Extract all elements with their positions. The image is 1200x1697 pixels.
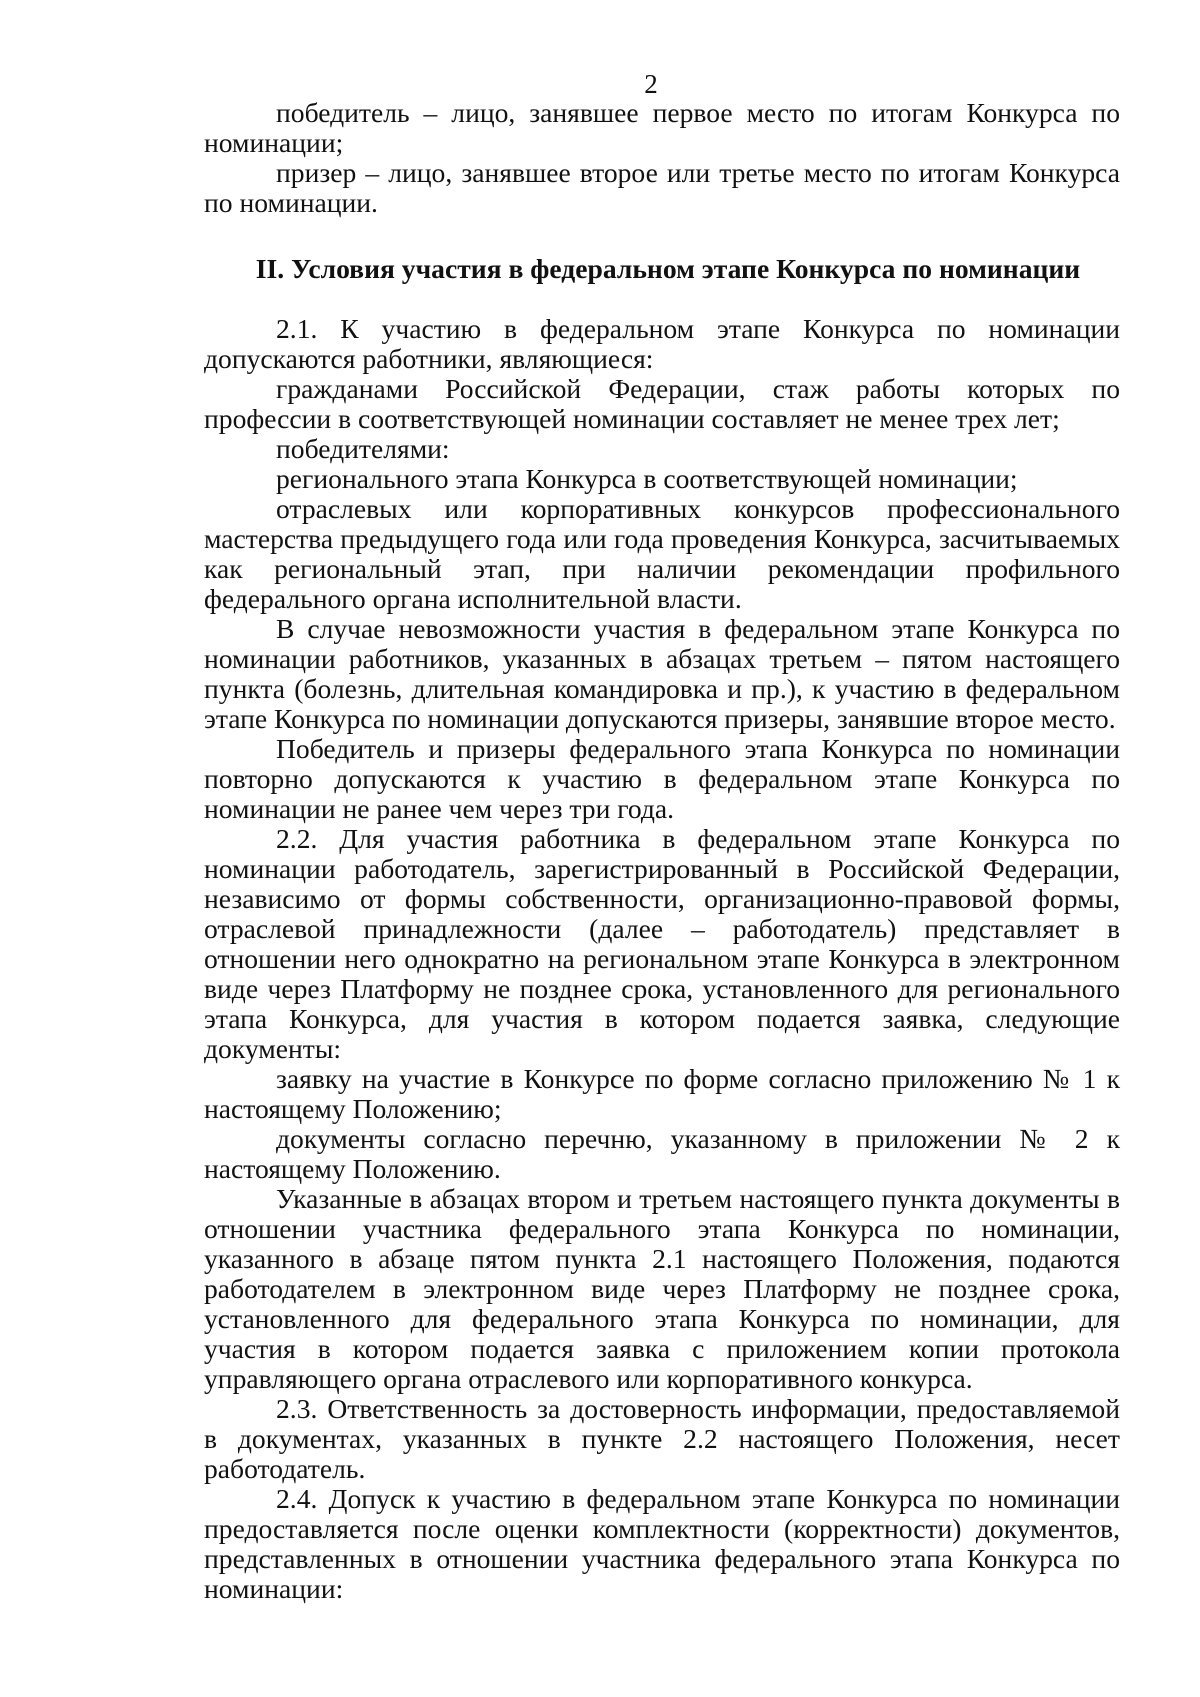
paragraph-2-1: 2.1. К участию в федеральном этапе Конкурса по номинации допускаются работники, являющиеся:	[204, 313, 1120, 374]
paragraph-regional-stage: регионального этапа Конкурса в соответствующей номинации;	[276, 463, 1018, 494]
page-number: 2	[644, 69, 658, 99]
paragraph-documents: документы согласно перечню, указанному в приложении № 2 к настоящему Положению.	[204, 1123, 1120, 1184]
paragraph-winners: победителями:	[276, 433, 450, 464]
definition-winner: победитель – лицо, занявшее первое место по итогам Конкурса по номинации;	[204, 97, 1120, 158]
paragraph-2-4: 2.4. Допуск к участию в федеральном этапе Конкурса по номинации предоставляется после оценки комплектности (корректности) документов, представленных в отношении участника федерального этапа Конкурса по номинации:	[204, 1483, 1120, 1604]
definition-prizewinner: призер – лицо, занявшее второе или третье место по итогам Конкурса по номинации.	[204, 157, 1120, 218]
paragraph-industry-contests: отраслевых или корпоративных конкурсов профессионального мастерства предыдущего года или года проведения Конкурса, засчитываемых как региональный этап, при наличии рекомендации профильного федерального органа исполнительной власти.	[204, 493, 1120, 614]
paragraph-replacement: В случае невозможности участия в федеральном этапе Конкурса по номинации работников, указанных в абзацах третьем – пятом настоящего пункта (болезнь, длительная командировка и пр.), к участию в федеральном этапе Конкурса по номинации допускаются призеры, занявшие второе место.	[204, 613, 1120, 734]
paragraph-citizens: гражданами Российской Федерации, стаж работы которых по профессии в соответствующей номинации составляет не менее трех лет;	[204, 373, 1120, 434]
document-page	[204, 70, 1120, 1604]
definitions-block	[204, 98, 1120, 218]
paragraph-2-2: 2.2. Для участия работника в федеральном этапе Конкурса по номинации работодатель, зарегистрированный в Российской Федерации, независимо от формы собственности, организационно-правовой формы, отраслевой принадлежности (далее – работодатель) представляет в отношении него однократно на региональном этапе Конкурса в электронном виде через Платформу не позднее срока, установленного для регионального этапа Конкурса, для участия в котором подается заявка, следующие документы:	[204, 823, 1120, 1064]
section-heading: II. Условия участия в федеральном этапе Конкурса по номинации	[255, 253, 1081, 284]
section-body	[204, 314, 1120, 1604]
paragraph-documents-submission: Указанные в абзацах втором и третьем настоящего пункта документы в отношении участника федерального этапа Конкурса по номинации, указанного в абзаце пятом пункта 2.1 настоящего Положения, подаются работодателем в электронном виде через Платформу не позднее срока, установленного для федерального этапа Конкурса по номинации, для участия в котором подается заявка с приложением копии протокола управляющего органа отраслевого или корпоративного конкурса.	[204, 1183, 1120, 1394]
paragraph-2-3: 2.3. Ответственность за достоверность информации, предоставляемой в документах, указанных в пункте 2.2 настоящего Положения, несет работодатель.	[204, 1393, 1120, 1484]
paragraph-repeat-participation: Победитель и призеры федерального этапа Конкурса по номинации повторно допускаются к участию в федеральном этапе Конкурса по номинации не ранее чем через три года.	[204, 733, 1120, 824]
paragraph-application: заявку на участие в Конкурсе по форме согласно приложению № 1 к настоящему Положению;	[204, 1063, 1120, 1124]
